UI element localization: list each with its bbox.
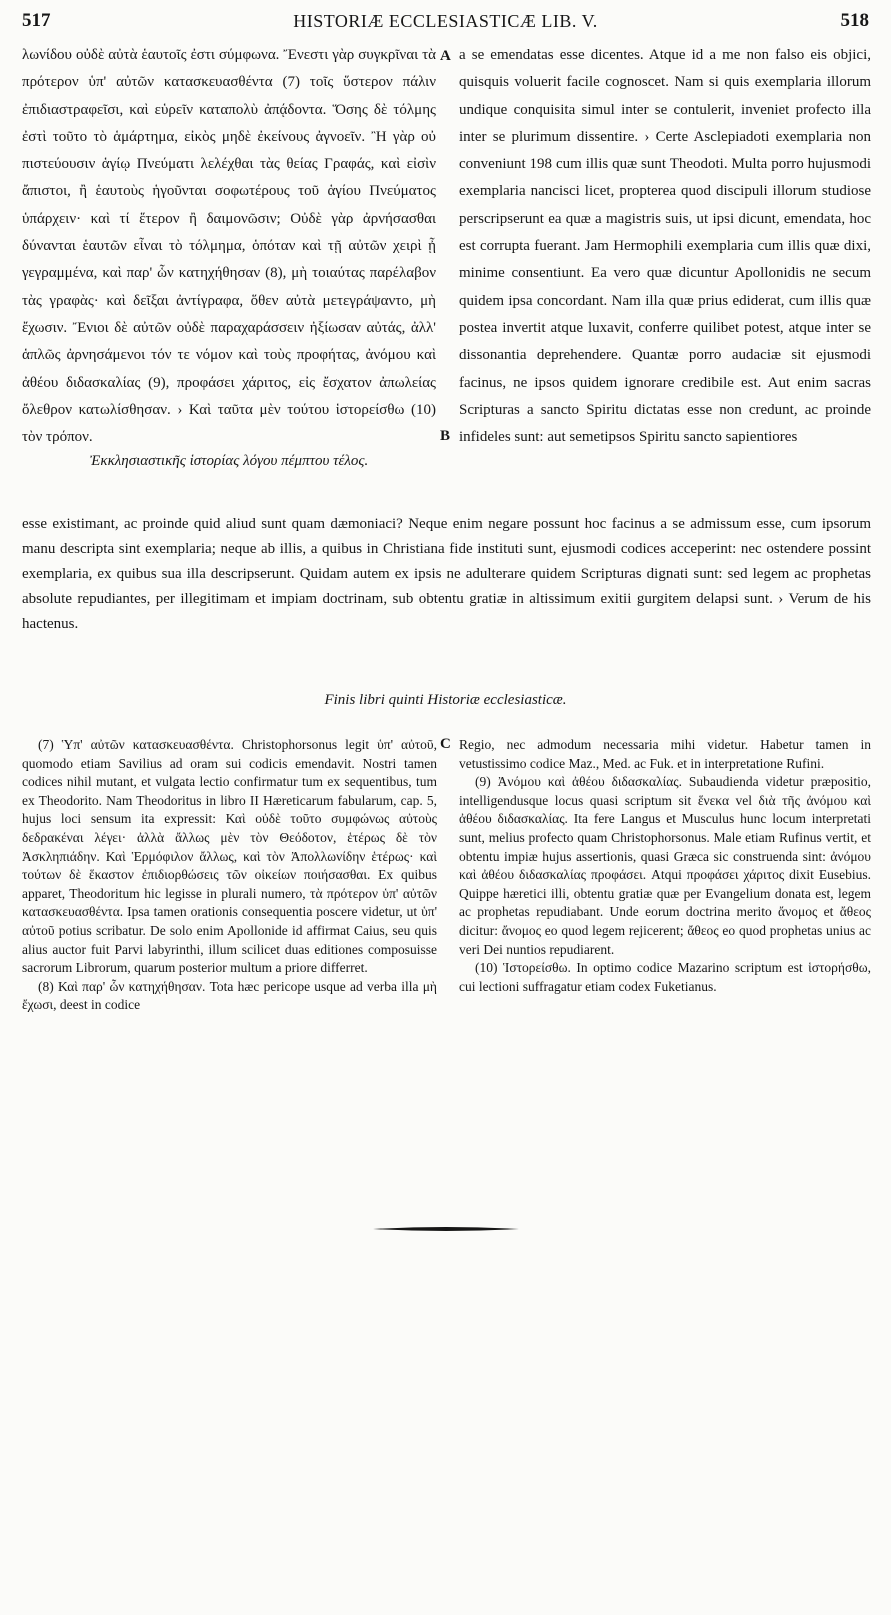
- running-title: HISTORIÆ ECCLESIASTICÆ LIB. V.: [293, 11, 598, 31]
- footnote-8: (8) Καὶ παρ' ὧν κατηχήθησαν. Tota hæc pericope usque ad verba illa μὴ ἔχωσι, deest in codice: [22, 978, 437, 1013]
- greek-book-end-subtitle: Ἐκκλησιαστικῆς ἱστορίας λόγου πέμπτου τέλος.: [89, 453, 369, 470]
- footnote-7: (7) Ὑπ' αὐτῶν κατασκευασθέντα. Christophorsonus legit ὑπ' αὐτοῦ, quomodo etiam Savilius ad oram sui codicis emendavit. Nostri tamen codices nihil mutant, et vulgata lectio confirmatur tum ex sequentibus, tum ex Theodorito. Nam Theodoritus in libro II Hæreticarum fabularum, cap. 5, hujus loci sensum ita expressit: Καὶ οὐδὲ τοῦτο συμφώνως αὐτοὺς δεδρακέναι λέγει· ἀλλὰ ἄλλως μὲν τὸν Θεόδοτον, ἑτέρως δὲ τὸν Ἀσκληπιάδην. Καὶ Ἑρμόφιλον ἄλλως, καὶ τὸν Ἀπολλωνίδην ἑτέρως· καὶ τούτων δὲ ἕκαστον ἐπιδιορθώσεις τῶν οἰκείων ποιήσασθαι. Ex quibus apparet, Theodoritum hic legisse in plurali numero, τὰ πρότερον ὑπ' αὐτῶν κατασκευασθέντα. Ipsa tamen orationis consequentia poscere videtur, ut ὑπ' αὐτοῦ potius scribatur. De solo enim Apollonide id affirmat Caius, seu quis alius auctor fuit Parvi labyrinthi, illum scilicet duas editiones composuisse sacrorum Librorum, quarum posterior multum a priore differret.: [22, 737, 437, 976]
- footnote-10: (10) Ἱστορείσθω. In optimo codice Mazarino scriptum est ἱστορήσθω, cui lectioni suffragatur etiam codex Fuketianus.: [459, 960, 871, 994]
- footnotes-right: [459, 736, 871, 996]
- left-page-number: 517: [22, 10, 51, 31]
- latin-text: a se emendatas esse dicentes. Atque id a me non falso eis objici, quisquis voluerit facile cognoscet. Nam si quis exemplaria illorum undique conquisita simul inter se contulerit, inveniet profecto illa inter se plurimum dissentire. › Certe Asclepiadoti exemplaria non conveniunt 198 cum illis quæ sunt Theodoti. Multa porro hujusmodi exemplaria nancisci licet, propterea quod discipuli illorum studiose perscripserunt ea quæ a magistris suis, ut ipsi dicunt, emendata, hoc est corrupta fuerant. Jam Hermophili exemplaria cum illis quæ dixi, minime consentiunt. Ea vero quæ dicuntur Apollonidis ne secum quidem ipsa concordant. Nam illa quæ prius ediderat, cum illis quæ postea invertit atque luxavit, conferre quilibet potest, atque inter se dissonantia deprehendere. Quantæ porro audaciæ sit ejusmodi facinus, ne ipsos quidem ignorare credibile est. Aut enim sacras Scripturas a sancto Spiritu dictatas esse non credunt, ac proinde infideles sunt: aut semetipsos Spiritu sancto sapientiores: [459, 47, 871, 446]
- running-header: [22, 6, 869, 34]
- latin-column: [459, 42, 871, 451]
- footnotes-left: [22, 736, 437, 1015]
- margin-letter-c: C: [440, 736, 451, 752]
- footnote-9: (9) Ἀνόμου καὶ ἀθέου διδασκαλίας. Subaudienda videtur præpositio, intelligendusque locus quasi scriptum sit ἕνεκα vel διὰ τῆς ἀνόμου καὶ ἀθέου διδασκαλίας. Ita fere Langus et Musculus hunc locum interpretati sunt, melius profecto quam Christophorsonus. Male etiam Rufinus vertit, et obtentu impiæ hujus assertionis, quasi Græca sic construenda sint: ἀνόμου καὶ ἀθέου διδασκαλίας προφάσει. Atqui προφάσει χάριτος dixit Eusebius. Quippe hæretici illi, obtentu gratiæ quæ per Evangelium donata est, legem ac prophetas repudiabant. Unde eorum doctrina merito ἄνομος et ἄθεος dicitur: ἄνομος eo quod legem rejicerent; ἄθεος eo quod prophetas unius ac veri Dei nuntios repudiarent.: [459, 774, 871, 957]
- finis-line: Finis libri quinti Historiæ ecclesiasticæ.: [324, 692, 567, 708]
- margin-letter-b: B: [440, 428, 451, 444]
- end-ornament-rule: [373, 1226, 519, 1232]
- greek-column: [22, 42, 436, 471]
- margin-letter-a: A: [440, 48, 451, 64]
- right-page-number: 518: [840, 10, 869, 31]
- footnote-8-continued: Regio, nec admodum necessaria mihi videtur. Habetur tamen in vetustissimo codice Maz., Med. ac Fuk. et in interpretatione Rufini.: [459, 737, 871, 771]
- greek-text: λωνίδου οὐδὲ αὐτὰ ἑαυτοῖς ἐστι σύμφωνα. Ἔνεστι γὰρ συγκρῖναι τὰ πρότερον ὑπ' αὐτῶν κατασκευασθέντα (7) τοῖς ὕστερον πάλιν ἐπιδιαστραφεῖσι, καὶ εὑρεῖν καταπολὺ ἀπᾴδοντα. Ὅσης δὲ τόλμης ἐστὶ τοῦτο τὸ ἁμάρτημα, εἰκὸς μηδὲ ἐκείνους ἀγνοεῖν. Ἢ γὰρ οὐ πιστεύουσιν ἁγίῳ Πνεύματι λελέχθαι τὰς θείας Γραφάς, καὶ εἰσὶν ἄπιστοι, ἢ ἑαυτοὺς ἡγοῦνται σοφωτέρους τοῦ ἁγίου Πνεύματος ὑπάρχειν· καὶ τί ἕτερον ἢ δαιμονῶσιν; Οὐδὲ γὰρ ἀρνήσασθαι δύνανται ἑαυτῶν εἶναι τὸ τόλμημα, ὁπόταν καὶ τῇ αὐτῶν χειρὶ ᾖ γεγραμμένα, καὶ παρ' ὧν κατηχήθησαν (8), μὴ τοιαύτας παρέλαβον τὰς γραφὰς· καὶ δεῖξαι ἀντίγραφα, ὅθεν αὐτὰ μετεγράψαντο, μὴ ἔχωσιν. Ἔνιοι δὲ αὐτῶν οὐδὲ παραχαράσσειν ἠξίωσαν αὐτάς, ἀλλ' ἁπλῶς ἀρνησάμενοι τόν τε νόμον καὶ τοὺς προφήτας, ἀνόμου καὶ ἀθέου διδασκαλίας (9), προφάσει χάριτος, εἰς ἔσχατον ἀπωλείας ὄλεθρον κατωλίσθησαν. › Καὶ ταῦτα μὲν τούτου ἱστορείσθω (10) τὸν τρόπον.: [22, 47, 436, 446]
- latin-continuation: esse existimant, ac proinde quid aliud sunt quam dæmoniaci? Neque enim negare possunt hoc facinus a se admissum esse, cum ipsorum manu descripta sint exemplaria; neque ab illis, a quibus in Christiana fide instituti sunt, ejusmodi codices acceperint: nec ostendere possint exemplaria, ex quibus sua illa descripserunt. Quidam autem ex ipsis ne adulterare quidem Scripturas dignati sunt: sed legem ac prophetas absolute repudiantes, per illegitimam et impiam doctrinam, sub obtentu gratiæ in altissimum exitii gurgitem delapsi sunt. › Verum de his hactenus.: [22, 516, 871, 632]
